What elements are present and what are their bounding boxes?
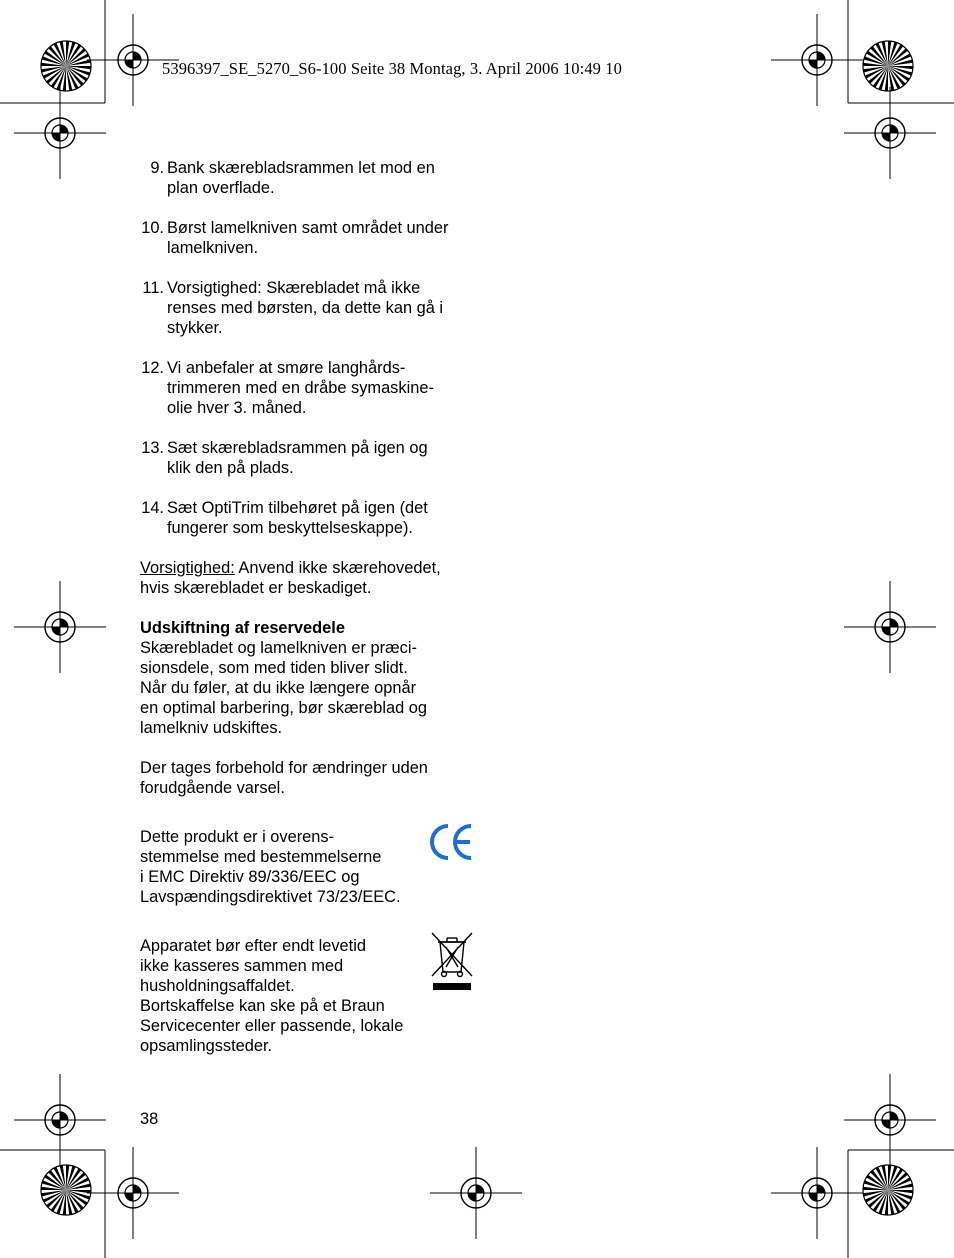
step-item xyxy=(140,498,470,538)
paragraph-line: Apparatet bør efter endt levetid xyxy=(140,937,366,955)
caution-text: hvis skærebladet er beskadiget. xyxy=(140,579,372,597)
registration-mark xyxy=(771,14,863,106)
starburst-target xyxy=(863,1165,913,1215)
registration-mark xyxy=(430,1147,522,1239)
paragraph-line: en optimal barbering, bør skæreblad og xyxy=(140,699,427,717)
step-number: 11. xyxy=(142,279,164,297)
paragraph-line: husholdningsaffaldet. xyxy=(140,977,295,995)
registration-mark xyxy=(14,87,106,179)
step-number: 10. xyxy=(141,219,164,237)
registration-mark xyxy=(87,1147,179,1239)
step-text-line: fungerer som beskyttelseskappe). xyxy=(167,519,413,537)
reservation-paragraph xyxy=(140,758,470,798)
registration-mark xyxy=(844,87,936,179)
step-item xyxy=(140,438,470,478)
step-text-line: olie hver 3. måned. xyxy=(167,399,307,417)
paragraph-line: Der tages forbehold for ændringer uden xyxy=(140,759,428,777)
registration-mark xyxy=(14,1074,106,1166)
step-text-line: trimmeren med en dråbe symaskine- xyxy=(167,379,434,397)
step-text-line: Børst lamelkniven samt området under xyxy=(167,219,449,237)
paragraph-line: Bortskaffelse kan ske på et Braun xyxy=(140,997,385,1015)
paragraph-line: Når du føler, at du ikke længere opnår xyxy=(140,679,417,697)
caution-label: Vorsigtighed: xyxy=(140,559,235,577)
step-number: 9. xyxy=(150,159,164,177)
step-text-line: Sæt OptiTrim tilbehøret på igen (det xyxy=(167,499,428,517)
registration-mark xyxy=(14,581,106,673)
paragraph-line: i EMC Direktiv 89/336/EEC og xyxy=(140,868,360,886)
step-text-line: Vorsigtighed: Skærebladet må ikke xyxy=(167,279,421,297)
registration-mark xyxy=(771,1147,863,1239)
step-text-line: plan overflade. xyxy=(167,179,275,197)
step-item xyxy=(140,278,470,338)
step-number: 13. xyxy=(141,439,164,457)
step-text-line: Vi anbefaler at smøre langhårds- xyxy=(167,359,406,377)
step-text-line: stykker. xyxy=(167,319,223,337)
step-item xyxy=(140,358,470,418)
step-item xyxy=(140,218,470,258)
step-number: 12. xyxy=(141,359,164,377)
step-text-line: renses med børsten, da dette kan gå i xyxy=(167,299,444,317)
caution-note xyxy=(140,558,470,598)
starburst-target xyxy=(41,1165,91,1215)
step-text-line: Bank skærebladsrammen let mod en xyxy=(167,159,435,177)
print-slug: 5396397_SE_5270_S6-100 Seite 38 Montag, 3. April 2006 10:49 10 xyxy=(162,59,622,78)
step-text-line: klik den på plads. xyxy=(167,459,294,477)
starburst-target xyxy=(863,41,913,91)
ce-mark-icon xyxy=(427,821,475,863)
care-steps-list xyxy=(140,158,470,538)
step-number: 14. xyxy=(141,499,164,517)
registration-mark xyxy=(844,1074,936,1166)
replacement-section xyxy=(140,618,470,738)
paragraph-line: Dette produkt er i overens- xyxy=(140,828,335,846)
step-item xyxy=(140,158,470,198)
paragraph-line: Servicecenter eller passende, lokale xyxy=(140,1017,404,1035)
starburst-target xyxy=(41,41,91,91)
section-heading: Udskiftning af reservedele xyxy=(140,619,345,637)
conformity-section xyxy=(140,827,470,907)
paragraph-line: ikke kasseres sammen med xyxy=(140,957,344,975)
page-content xyxy=(140,158,470,1056)
step-text-line: Sæt skærebladsrammen på igen og xyxy=(167,439,428,457)
paragraph-line: forudgående varsel. xyxy=(140,779,285,797)
paragraph-line: Lavspændingsdirektivet 73/23/EEC. xyxy=(140,888,401,906)
page-number: 38 xyxy=(140,1110,159,1128)
registration-mark xyxy=(844,581,936,673)
paragraph-line: stemmelse med bestemmelserne xyxy=(140,848,382,866)
paragraph-line: Skærebladet og lamelkniven er præci- xyxy=(140,639,417,657)
step-text-line: lamelkniven. xyxy=(167,239,259,257)
caution-text: Anvend ikke skærehovedet, xyxy=(234,559,441,577)
paragraph-line: opsamlingssteder. xyxy=(140,1037,273,1055)
disposal-section xyxy=(140,936,470,1056)
paragraph-line: sionsdele, som med tiden bliver slidt. xyxy=(140,659,408,677)
crossed-out-wheelie-bin-icon xyxy=(429,930,475,994)
paragraph-line: lamelkniv udskiftes. xyxy=(140,719,283,737)
